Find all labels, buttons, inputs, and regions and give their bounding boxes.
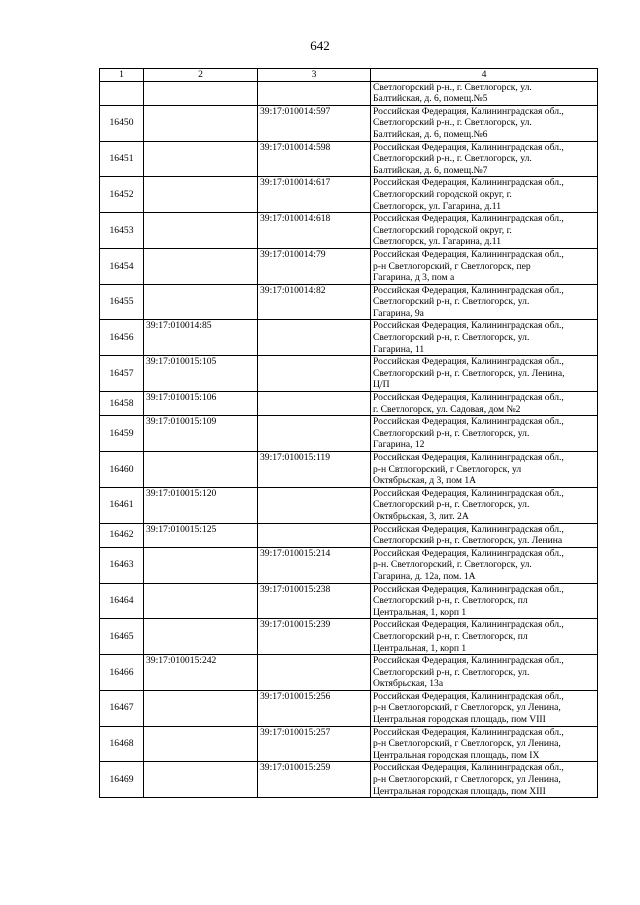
row-number: 16452 bbox=[100, 177, 144, 213]
table-row bbox=[100, 105, 598, 141]
cadastral-number-col3: 39:17:010015:214 bbox=[258, 547, 371, 583]
address-line: Российская Федерация, Калининградская обл., bbox=[373, 416, 564, 428]
cadastral-number-col3 bbox=[258, 487, 371, 523]
table-row bbox=[100, 583, 598, 619]
table-row bbox=[100, 619, 598, 655]
table-row bbox=[100, 487, 598, 523]
table-row bbox=[100, 655, 598, 691]
cadastral-number-col3: 39:17:010014:79 bbox=[258, 248, 371, 284]
header-row bbox=[100, 69, 598, 82]
page-number: 642 bbox=[310, 38, 330, 53]
cadastral-number-col2: 39:17:010015:120 bbox=[144, 487, 258, 523]
address-cell bbox=[371, 487, 598, 523]
address-line: Российская Федерация, Калининградская обл., bbox=[373, 177, 564, 189]
address-cell bbox=[371, 141, 598, 177]
cadastral-number-col2: 39:17:010015:242 bbox=[144, 655, 258, 691]
address-line: Российская Федерация, Калининградская обл., bbox=[373, 452, 564, 463]
address-line: Российская Федерация, Калининградская обл., bbox=[373, 320, 564, 332]
header-col-2: 2 bbox=[144, 69, 258, 82]
table-row bbox=[100, 547, 598, 583]
cadastral-number-col3: 39:17:010014:618 bbox=[258, 213, 371, 249]
address-line: Центральная городская площадь, пом VIII bbox=[373, 714, 546, 726]
cadastral-number-col2 bbox=[144, 177, 258, 213]
address-line: Российская Федерация, Калининградская обл., bbox=[373, 105, 564, 117]
address-line: Светлогорский р-н, г. Светлогорск, ул. bbox=[373, 499, 530, 511]
address-line: Светлогорск, ул. Гагарина, д.11 bbox=[373, 200, 502, 212]
address-cell bbox=[371, 105, 598, 141]
address-line: Светлогорский р-н., г. Светлогорск, ул. bbox=[373, 153, 532, 165]
cadastral-number-col3: 39:17:010015:239 bbox=[258, 619, 371, 655]
address-line: р-н. Светлогорский, г. Светлогорск, ул. bbox=[373, 559, 532, 571]
table-row bbox=[100, 392, 598, 416]
cadastral-number-col3 bbox=[258, 655, 371, 691]
row-number: 16450 bbox=[100, 105, 144, 141]
cadastral-number-col3: 39:17:010014:82 bbox=[258, 284, 371, 320]
address-line: Российская Федерация, Калининградская обл., bbox=[373, 583, 564, 595]
address-line: Светлогорский городской округ, г. bbox=[373, 224, 512, 236]
address-cell bbox=[371, 726, 598, 762]
row-number: 16451 bbox=[100, 141, 144, 177]
cadastral-number-col2: 39:17:010015:105 bbox=[144, 356, 258, 392]
row-number: 16465 bbox=[100, 619, 144, 655]
header-col-1: 1 bbox=[100, 69, 144, 82]
address-line: Российская Федерация, Калининградская обл., bbox=[373, 726, 564, 738]
address-line: Светлогорский р-н, г. Светлогорск, пл bbox=[373, 595, 528, 607]
table-row bbox=[100, 320, 598, 356]
cadastral-number-col2: 39:17:010015:125 bbox=[144, 523, 258, 547]
address-line: р-н Светлогорский, г Светлогорск, ул Ленина, bbox=[373, 702, 561, 714]
cadastral-number-col2 bbox=[144, 284, 258, 320]
address-line: Балтийская, д. 6, помещ.№5 bbox=[373, 93, 488, 105]
cadastral-number-col3 bbox=[258, 320, 371, 356]
cadastral-number-col3: 39:17:010015:238 bbox=[258, 583, 371, 619]
address-cell bbox=[371, 392, 598, 416]
cadastral-number-col3: 39:17:010015:257 bbox=[258, 726, 371, 762]
cadastral-number-col2: 39:17:010015:109 bbox=[144, 416, 258, 452]
address-cell bbox=[371, 248, 598, 284]
address-line: Российская Федерация, Калининградская обл., bbox=[373, 619, 564, 631]
address-line: Октябрьская, 3, лит. 2А bbox=[373, 510, 469, 522]
table-row bbox=[100, 177, 598, 213]
address-line: Ц/П bbox=[373, 379, 390, 391]
address-line: Светлогорский р-н, г. Светлогорск, ул. Ленина, bbox=[373, 367, 565, 379]
address-line: Российская Федерация, Калининградская обл., bbox=[373, 248, 564, 260]
table-row bbox=[100, 213, 598, 249]
address-line: Центральная, 1, корп 1 bbox=[373, 642, 467, 654]
row-number: 16454 bbox=[100, 248, 144, 284]
cadastral-number-col3: 39:17:010015:119 bbox=[258, 452, 371, 488]
address-line: Гагарина, 12 bbox=[373, 439, 425, 451]
address-line: Российская Федерация, Калининградская обл., bbox=[373, 141, 564, 153]
address-line: Центральная, 1, корп 1 bbox=[373, 606, 467, 618]
address-cell bbox=[371, 81, 598, 105]
address-line: Центральная городская площадь, пом IX bbox=[373, 749, 540, 761]
table-row bbox=[100, 248, 598, 284]
address-line: Гагарина, д. 12а, пом. 1А bbox=[373, 570, 476, 582]
address-line: Гагарина, 11 bbox=[373, 343, 425, 355]
cadastral-number-col3: 39:17:010014:597 bbox=[258, 105, 371, 141]
address-line: р-н Светлогорский, г Светлогорск, пер bbox=[373, 260, 531, 272]
address-line: Российская Федерация, Калининградская обл., bbox=[373, 690, 564, 702]
address-line: Гагарина, д 3, пом а bbox=[373, 272, 455, 284]
cadastral-number-col3 bbox=[258, 81, 371, 105]
cadastral-number-col2 bbox=[144, 452, 258, 488]
address-line: р-н Свтлогорский, г Светлогорск, ул bbox=[373, 463, 522, 475]
cadastral-number-col3 bbox=[258, 523, 371, 547]
address-line: Балтийская, д. 6, помещ.№7 bbox=[373, 164, 488, 176]
cadastral-number-col2 bbox=[144, 690, 258, 726]
table-row bbox=[100, 416, 598, 452]
cadastral-number-col2 bbox=[144, 213, 258, 249]
address-cell bbox=[371, 320, 598, 356]
table-row bbox=[100, 452, 598, 488]
row-number: 16463 bbox=[100, 547, 144, 583]
table-row bbox=[100, 762, 598, 798]
row-number: 16467 bbox=[100, 690, 144, 726]
cadastral-number-col2 bbox=[144, 726, 258, 762]
address-cell bbox=[371, 547, 598, 583]
row-number: 16460 bbox=[100, 452, 144, 488]
header-col-3: 3 bbox=[258, 69, 371, 82]
address-line: Октябрьская, д 3, пом 1А bbox=[373, 475, 477, 487]
table-row bbox=[100, 356, 598, 392]
address-line: г. Светлогорск, ул. Садовая, дом №2 bbox=[373, 403, 521, 415]
address-cell bbox=[371, 655, 598, 691]
address-cell bbox=[371, 416, 598, 452]
address-line: Октябрьская, 13а bbox=[373, 678, 444, 690]
address-line: Светлогорский р-н., г. Светлогорск, ул. bbox=[373, 81, 532, 93]
row-number: 16464 bbox=[100, 583, 144, 619]
address-line: р-н Светлогорский, г Светлогорск, ул Ленина, bbox=[373, 738, 561, 750]
cadastral-number-col3: 39:17:010014:598 bbox=[258, 141, 371, 177]
table-row bbox=[100, 726, 598, 762]
registry-table bbox=[99, 68, 598, 798]
address-line: Российская Федерация, Калининградская обл., bbox=[373, 523, 564, 535]
address-line: Центральная городская площадь, пом XIII bbox=[373, 785, 546, 797]
row-number bbox=[100, 81, 144, 105]
cadastral-number-col2 bbox=[144, 248, 258, 284]
row-number: 16459 bbox=[100, 416, 144, 452]
address-cell bbox=[371, 213, 598, 249]
address-line: р-н Светлогорский, г Светлогорск, ул Ленина, bbox=[373, 774, 561, 786]
address-cell bbox=[371, 523, 598, 547]
cadastral-number-col2 bbox=[144, 547, 258, 583]
address-line: Российская Федерация, Калининградская обл., bbox=[373, 487, 564, 499]
table-row bbox=[100, 141, 598, 177]
address-cell bbox=[371, 583, 598, 619]
address-cell bbox=[371, 177, 598, 213]
address-line: Светлогорск, ул. Гагарина, д.11 bbox=[373, 236, 502, 248]
address-line: Светлогорский р-н, г. Светлогорск, ул. bbox=[373, 666, 530, 678]
header-col-4: 4 bbox=[371, 69, 598, 82]
table-row bbox=[100, 284, 598, 320]
cadastral-number-col3 bbox=[258, 416, 371, 452]
address-cell bbox=[371, 690, 598, 726]
address-cell bbox=[371, 452, 598, 488]
cadastral-number-col2 bbox=[144, 105, 258, 141]
address-cell bbox=[371, 762, 598, 798]
address-line: Светлогорский р-н, г. Светлогорск, пл bbox=[373, 630, 528, 642]
cadastral-number-col2 bbox=[144, 619, 258, 655]
row-number: 16469 bbox=[100, 762, 144, 798]
address-cell bbox=[371, 284, 598, 320]
address-line: Светлогорский р-н, г. Светлогорск, ул. bbox=[373, 332, 530, 344]
cadastral-number-col2: 39:17:010015:106 bbox=[144, 392, 258, 416]
row-number: 16462 bbox=[100, 523, 144, 547]
address-line: Светлогорский городской округ, г. bbox=[373, 188, 512, 200]
row-number: 16468 bbox=[100, 726, 144, 762]
cadastral-number-col3 bbox=[258, 392, 371, 416]
address-line: Балтийская, д. 6, помещ.№6 bbox=[373, 128, 488, 140]
table-row bbox=[100, 81, 598, 105]
row-number: 16457 bbox=[100, 356, 144, 392]
address-line: Гагарина, 9а bbox=[373, 307, 424, 319]
cadastral-number-col2 bbox=[144, 81, 258, 105]
cadastral-number-col2 bbox=[144, 141, 258, 177]
address-line: Российская Федерация, Калининградская обл., bbox=[373, 213, 564, 225]
table-row bbox=[100, 690, 598, 726]
address-line: Российская Федерация, Калининградская обл., bbox=[373, 655, 564, 667]
cadastral-number-col2 bbox=[144, 762, 258, 798]
address-line: Российская Федерация, Калининградская обл., bbox=[373, 762, 564, 774]
row-number: 16456 bbox=[100, 320, 144, 356]
address-line: Светлогорский р-н., г. Светлогорск, ул. bbox=[373, 117, 532, 129]
cadastral-number-col3: 39:17:010015:256 bbox=[258, 690, 371, 726]
address-line: Российская Федерация, Калининградская обл., bbox=[373, 356, 564, 368]
address-line: Светлогорский р-н, г. Светлогорск, ул. bbox=[373, 296, 530, 308]
row-number: 16455 bbox=[100, 284, 144, 320]
cadastral-number-col2: 39:17:010014:85 bbox=[144, 320, 258, 356]
row-number: 16461 bbox=[100, 487, 144, 523]
address-line: Светлогорский р-н, г. Светлогорск, ул. Ленина bbox=[373, 535, 563, 547]
row-number: 16453 bbox=[100, 213, 144, 249]
address-line: Российская Федерация, Калининградская обл., bbox=[373, 392, 564, 404]
cadastral-number-col3: 39:17:010014:617 bbox=[258, 177, 371, 213]
address-line: Российская Федерация, Калининградская обл., bbox=[373, 284, 564, 296]
row-number: 16466 bbox=[100, 655, 144, 691]
address-line: Российская Федерация, Калининградская обл., bbox=[373, 547, 564, 559]
table-body bbox=[100, 81, 598, 798]
address-cell bbox=[371, 619, 598, 655]
cadastral-number-col3: 39:17:010015:259 bbox=[258, 762, 371, 798]
row-number: 16458 bbox=[100, 392, 144, 416]
cadastral-number-col2 bbox=[144, 583, 258, 619]
cadastral-number-col3 bbox=[258, 356, 371, 392]
address-cell bbox=[371, 356, 598, 392]
table-row bbox=[100, 523, 598, 547]
address-line: Светлогорский р-н, г. Светлогорск, ул. bbox=[373, 427, 530, 439]
